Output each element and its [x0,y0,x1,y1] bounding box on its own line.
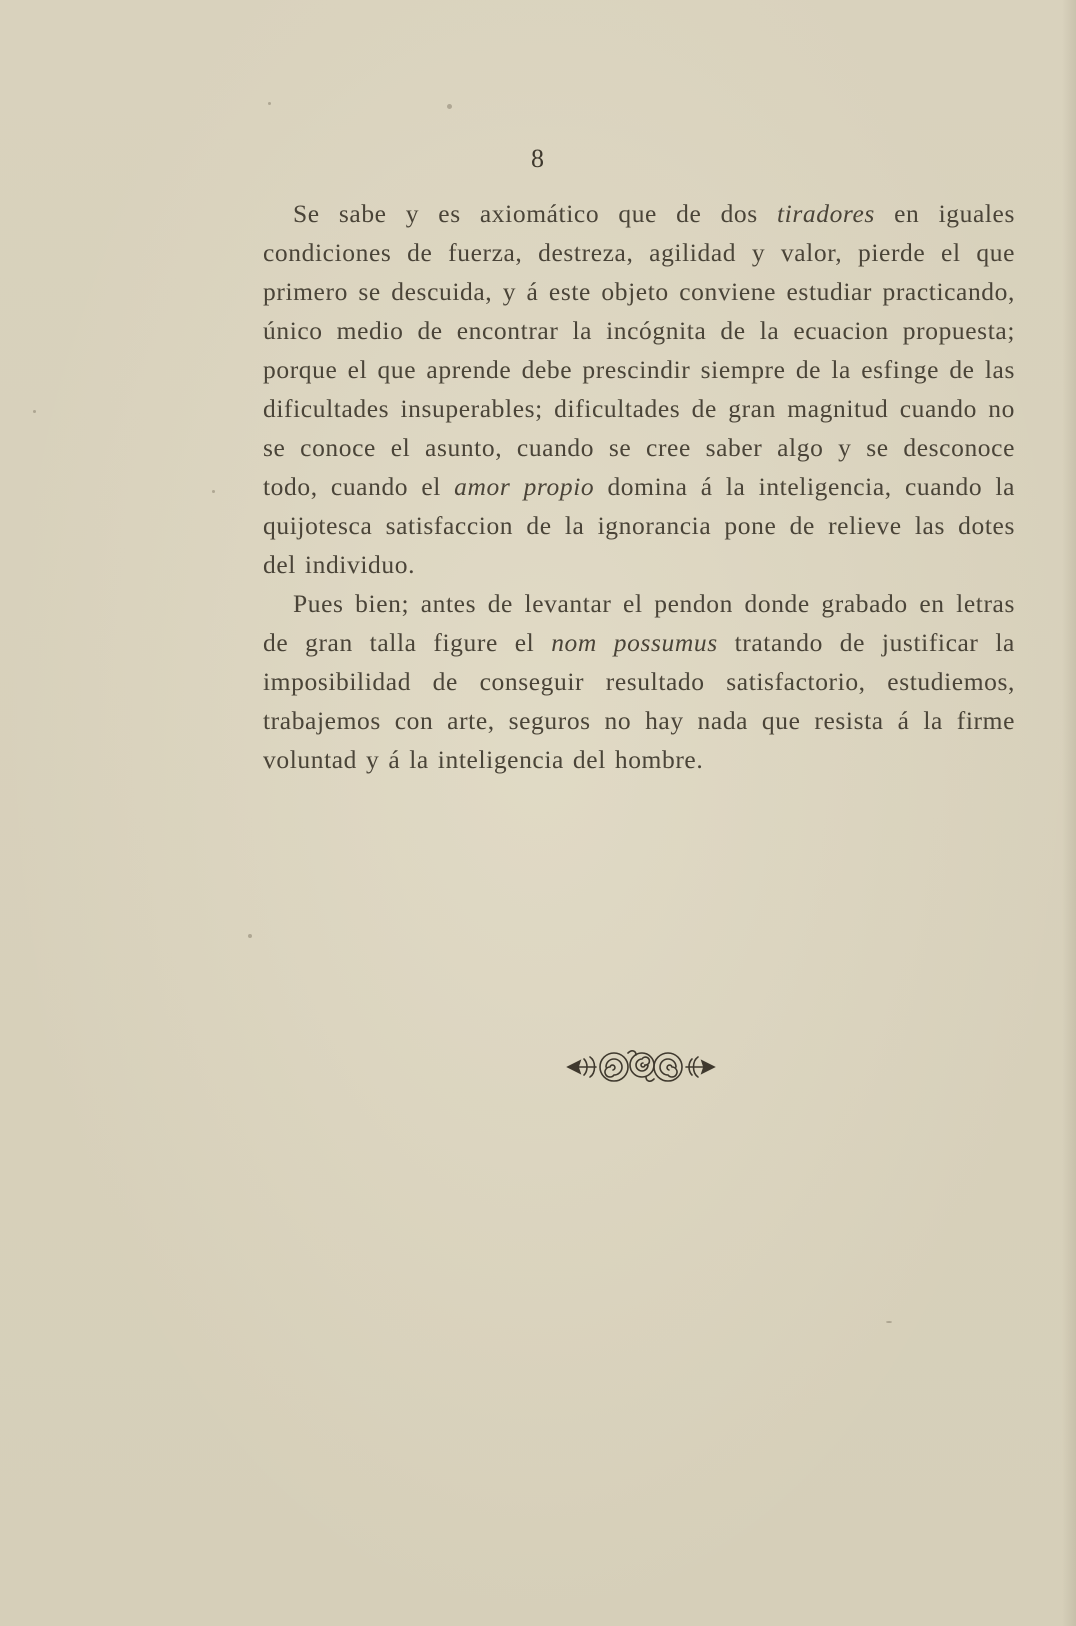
italic-term-nom-possumus: nom possumus [551,628,718,657]
paper-speck [886,1321,892,1323]
text-segment: domina á la inteligencia, cuando la quijotesca satisfaccion de la ignorancia pone de relieve las dotes del individuo. [263,472,1015,579]
page-number: 8 [531,144,545,173]
text-segment: en iguales condiciones de fuerza, destreza, agilidad y valor, pierde el que primero se descuida, y á este objeto conviene estudiar practicando, único medio de encontrar la incógnita de la ecuacion propuesta; porque el que aprende debe prescindir siempre de la esfinge de las dificultades insuperables; dificultades de gran magnitud cuando no se conoce el asunto, cuando se cree saber algo y se desconoce todo, cuando el [263,199,1015,501]
text-segment: Se sabe y es axiomático que de dos [293,199,777,228]
paper-speck [268,102,271,105]
paper-speck [212,490,215,493]
text-segment: tratando de justificar la imposibilidad de conseguir resultado satisfactorio, estudiemos, trabajemos con arte, seguros no hay nada que resista á la firme voluntad y á la inteligencia del hombre. [263,628,1015,774]
italic-term-tiradores: tiradores [776,199,875,228]
page-edge-shadow [1062,0,1076,1626]
floral-tailpiece-ornament-icon [566,1045,716,1089]
paper-speck [248,934,252,938]
body-text [263,194,1015,779]
paper-speck [447,104,452,109]
paper-speck [33,410,36,413]
paragraph-2 [263,584,1015,779]
text-segment: Pues bien; antes de levantar el pendon donde grabado en letras de gran talla figure el [263,589,1015,657]
paragraph-1 [263,194,1015,584]
italic-term-amor-propio: amor propio [454,472,595,501]
